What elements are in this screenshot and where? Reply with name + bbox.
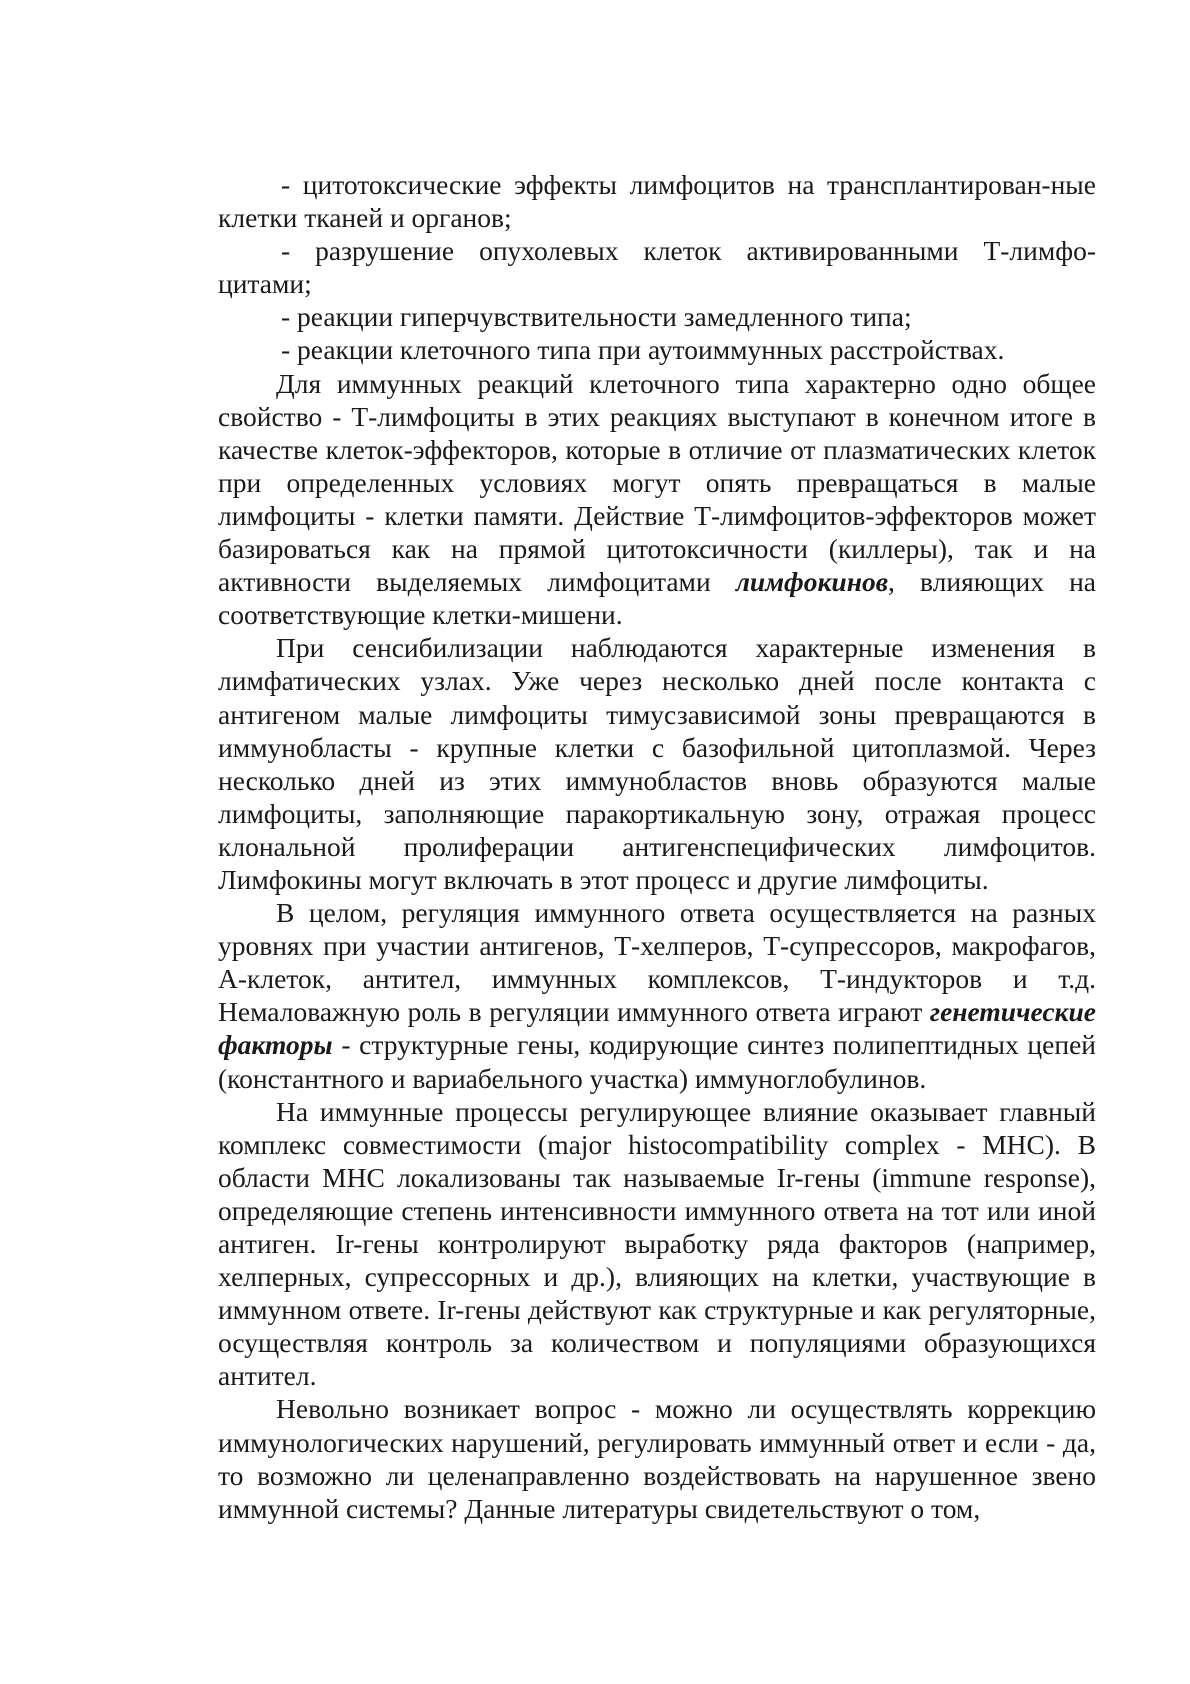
term-genetic-factors: генетические факторы <box>218 996 1096 1061</box>
paragraph-text: - структурные гены, кодирующие синтез полипептидных цепей (константного и вариабельного участка) иммуноглобулинов. <box>218 1029 1096 1094</box>
list-item: - цитотоксические эффекты лимфоцитов на трансплантирован-ные клетки тканей и органов; <box>218 169 1096 234</box>
list-item: - реакции гиперчувствительности замедленного типа; <box>281 301 912 333</box>
list-item: - разрушение опухолевых клеток активированными Т-лимфо-цитами; <box>218 235 1096 300</box>
paragraph-text: В целом, регуляция иммунного ответа осуществляется на разных уровнях при участии антигенов, Т-хелперов, Т-супрессоров, макрофагов, А-клеток, антител, иммунных комплексов, Т-индукторов и т.д. Немаловажную роль в регуляции иммунного ответа играют <box>218 897 1096 1028</box>
paragraph-cell-effectors <box>218 367 1096 632</box>
paragraph-sensitization: При сенсибилизации наблюдаются характерные изменения в лимфатических узлах. Уже через несколько дней после контакта с антигеном малые лимфоциты тимусзависимой зоны превращаются в иммунобласты - крупные клетки с базофильной цитоплазмой. Через несколько дней из этих иммунобластов вновь образуются малые лимфоциты, заполняющие паракортикальную зону, отражая процесс клональной пролиферации антигенспецифических лимфоцитов. Лимфокины могут включать в этот процесс и другие лимфоциты. <box>218 632 1096 895</box>
paragraph-regulation <box>218 896 1096 1095</box>
document-page <box>218 168 1096 1525</box>
term-lymphokines: лимфокинов <box>735 566 889 598</box>
list-item: - реакции клеточного типа при аутоиммунных расстройствах. <box>281 334 1005 366</box>
paragraph-correction: Невольно возникает вопрос - можно ли осуществлять коррекцию иммунологических нарушений, регулировать иммунный ответ и если - да, то возможно ли целенаправленно воздействовать на нарушенное звено иммунной системы? Данные литературы свидетельствуют о том, <box>218 1393 1096 1524</box>
paragraph-mhc: На иммунные процессы регулирующее влияние оказывает главный комплекс совместимости (major histocompatibility complex - МНС). В области МНС локализованы так называемые Ir-гены (immune response), определяющие степень интенсивности иммунного ответа на тот или иной антиген. Ir-гены контролируют выработку ряда факторов (например, хелперных, супрессорных и др.), влияющих на клетки, участвующие в иммунном ответе. Ir-гены действуют как структурные и как регуляторные, осуществляя контроль за количеством и популяциями образующихся антител. <box>218 1095 1096 1392</box>
paragraph-text: Для иммунных реакций клеточного типа характерно одно общее свойство - Т-лимфоциты в этих реакциях выступают в конечном итоге в качестве клеток-эффекторов, которые в отличие от плазматических клеток при определенных условиях могут опять превращаться в малые лимфоциты - клетки памяти. Действие Т-лимфоцитов-эффекторов может базироваться как на прямой цитотоксичности (киллеры), так и на активности выделяемых лимфоцитами <box>218 367 1096 598</box>
paragraph-text: , влияющих на соответствующие клетки-мишени. <box>218 566 1096 631</box>
